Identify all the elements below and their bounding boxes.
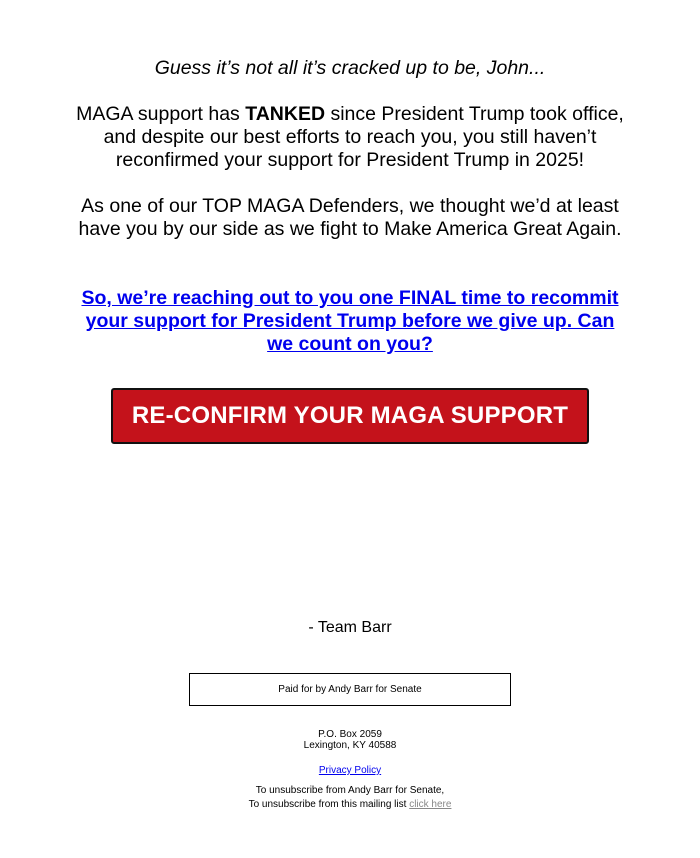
paragraph-tanked-pre: MAGA support has (76, 103, 246, 125)
privacy-section (0, 765, 700, 776)
address-line-2: Lexington, KY 40588 (303, 739, 397, 751)
privacy-policy-link[interactable]: Privacy Policy (318, 765, 382, 776)
unsubscribe-section (0, 784, 700, 812)
paid-for-text: Paid for by Andy Barr for Senate (278, 684, 422, 695)
paragraph-tanked (70, 103, 630, 172)
unsubscribe-line-1: To unsubscribe from Andy Barr for Senate, (255, 785, 445, 796)
address-line-1: P.O. Box 2059 (318, 729, 382, 740)
intro-text: Guess it’s not all it’s cracked up to be, John... (154, 57, 546, 79)
paragraph-defenders: As one of our TOP MAGA Defenders, we thought we’d at least have you by our side as we fight to Make America Great Again. (78, 195, 622, 240)
paragraph-tanked-post: since President Trump took office, and despite our best efforts to reach you, you still haven’t reconfirmed your support for President Trump in 2025! (103, 103, 624, 171)
unsubscribe-link[interactable]: click here (409, 799, 452, 810)
reconfirm-support-button[interactable]: RE-CONFIRM YOUR MAGA SUPPORT (111, 388, 589, 444)
unsubscribe-line-2-text: To unsubscribe from this mailing list (248, 799, 410, 810)
mailing-address (0, 730, 700, 751)
recommit-link[interactable]: So, we’re reaching out to you one FINAL time to recommit your support for President Trump before we give up. Can we count on you? (81, 287, 619, 355)
tanked-emphasis: TANKED (245, 103, 326, 125)
paid-for-disclaimer (189, 673, 511, 706)
unsubscribe-line-2 (0, 798, 700, 812)
signature: - Team Barr (308, 619, 392, 636)
